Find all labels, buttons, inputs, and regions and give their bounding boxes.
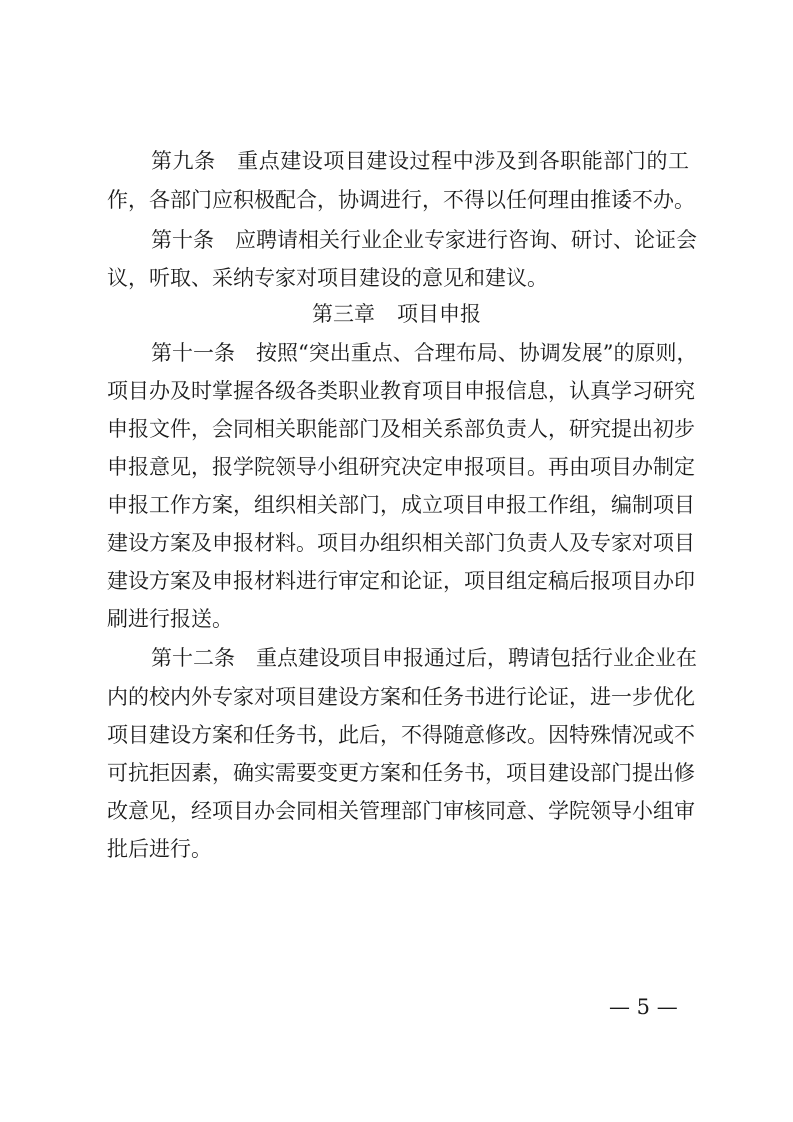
article-10-line-1: 第十条 应聘请相关行业企业专家进行咨询、研讨、论证会 bbox=[151, 228, 697, 252]
article-12-line-2: 内的校内外专家对项目建设方案和任务书进行论证，进一步优化 bbox=[107, 685, 695, 709]
article-11-line-4: 申报意见，报学院领导小组研究决定申报项目。再由项目办制定 bbox=[107, 455, 695, 479]
article-10-line-2: 议，听取、采纳专家对项目建设的意见和建议。 bbox=[107, 266, 548, 290]
article-9-line-2: 作，各部门应积极配合，协调进行，不得以任何理由推诿不办。 bbox=[107, 188, 695, 212]
chapter-number: 第三章 bbox=[312, 302, 375, 326]
article-11-line-8: 刷进行报送。 bbox=[107, 607, 233, 631]
chapter-title: 项目申报 bbox=[397, 302, 481, 326]
article-11-line-7: 建设方案及申报材料进行审定和论证，项目组定稿后报项目办印 bbox=[107, 569, 695, 593]
article-12-line-5: 改意见，经项目办会同相关管理部门审核同意、学院领导小组审 bbox=[107, 799, 695, 823]
article-11-line-3: 申报文件，会同相关职能部门及相关系部负责人，研究提出初步 bbox=[107, 417, 695, 441]
article-12-line-4: 可抗拒因素，确实需要变更方案和任务书，项目建设部门提出修 bbox=[107, 761, 695, 785]
page-number: — 5 — bbox=[609, 995, 678, 1019]
article-12-line-3: 项目建设方案和任务书，此后，不得随意修改。因特殊情况或不 bbox=[107, 723, 695, 747]
chapter-heading bbox=[0, 300, 793, 328]
article-9-line-1: 第九条 重点建设项目建设过程中涉及到各职能部门的工 bbox=[151, 149, 689, 173]
article-11-line-6: 建设方案及申报材料。项目办组织相关部门负责人及专家对项目 bbox=[107, 531, 695, 555]
article-11-line-1: 第十一条 按照“突出重点、合理布局、协调发展”的原则， bbox=[151, 341, 698, 365]
article-12-line-6: 批后进行。 bbox=[107, 837, 212, 861]
article-12-line-1: 第十二条 重点建设项目申报通过后，聘请包括行业企业在 bbox=[151, 646, 697, 670]
article-11-line-5: 申报工作方案，组织相关部门，成立项目申报工作组，编制项目 bbox=[107, 493, 695, 517]
article-11-line-2: 项目办及时掌握各级各类职业教育项目申报信息，认真学习研究 bbox=[107, 379, 695, 403]
